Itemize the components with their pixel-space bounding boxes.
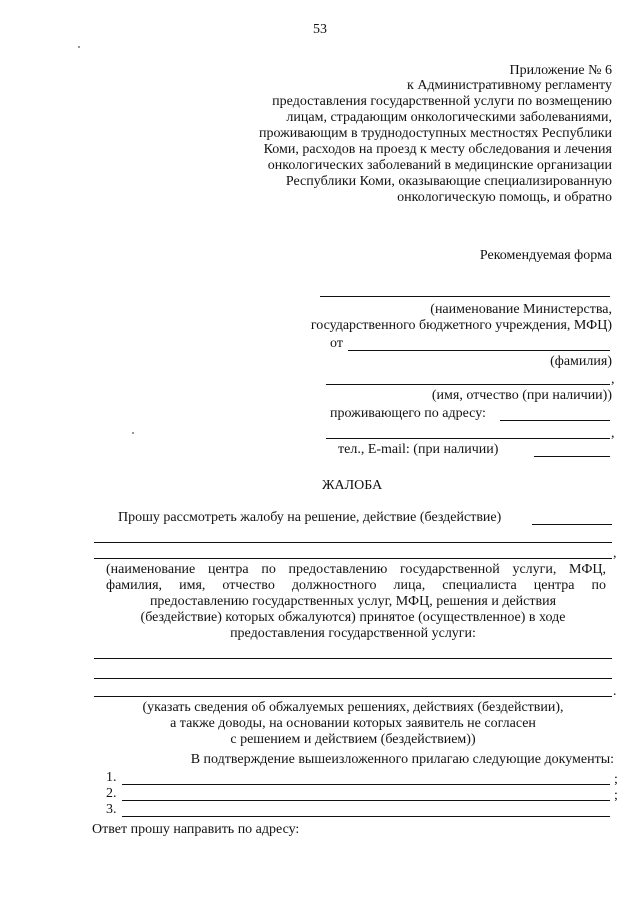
contacts-field-line — [534, 456, 610, 457]
appendix-title: Приложение № 6 — [509, 63, 612, 78]
attachments-intro: В подтверждение вышеизложенного прилагаю следующие документы: — [190, 752, 614, 767]
address-field-line — [326, 438, 610, 439]
period: . — [613, 684, 617, 699]
subject-caption: предоставления государственной услуги: — [230, 626, 476, 641]
appendix-line: предоставления государственной услуги по возмещению — [272, 94, 612, 109]
name-caption: (имя, отчество (при наличии)) — [431, 388, 612, 403]
grounds-field-line — [94, 658, 612, 659]
name-field-line — [326, 384, 610, 385]
appendix-line: лицам, страдающим онкологическими заболеваниями, — [286, 110, 612, 125]
address-field-line — [500, 420, 610, 421]
page-number: 53 — [313, 22, 327, 37]
attachment-number: 3. — [106, 802, 117, 817]
recipient-caption: (наименование Министерства, — [430, 302, 612, 317]
grounds-field-line — [94, 678, 612, 679]
appendix-line: онкологических заболеваний в медицинские организации — [267, 158, 612, 173]
surname-field-line — [348, 350, 610, 351]
recipient-field-line — [320, 296, 610, 297]
scan-speck — [78, 46, 80, 48]
subject-field-line — [532, 524, 612, 525]
recipient-caption: государственного бюджетного учреждения, МФЦ) — [310, 318, 612, 333]
grounds-caption: а также доводы, на основании которых заявитель не согласен — [170, 716, 536, 731]
attachment-field-line — [122, 800, 610, 801]
comma: , — [613, 546, 617, 561]
appendix-line: Коми, расходов на проезд к месту обследования и лечения — [263, 142, 612, 157]
attachment-field-line — [122, 816, 610, 817]
grounds-caption: с решением и действием (бездействием)) — [230, 732, 476, 747]
grounds-field-line — [94, 696, 612, 697]
appendix-line: к Административному регламенту — [407, 78, 612, 93]
attachment-number: 2. — [106, 786, 117, 801]
surname-caption: (фамилия) — [550, 354, 612, 369]
reply-address-label: Ответ прошу направить по адресу: — [92, 822, 300, 837]
comma: , — [611, 372, 615, 387]
grounds-caption: (указать сведения об обжалуемых решениях, действиях (бездействии), — [142, 700, 564, 715]
complaint-request: Прошу рассмотреть жалобу на решение, действие (бездействие) — [118, 510, 502, 525]
contacts-label: тел., E-mail: (при наличии) — [338, 442, 499, 457]
attachment-end: ; — [614, 788, 618, 803]
attachment-end: ; — [614, 772, 618, 787]
subject-caption: (наименование центра по предоставлению государственной услуги, МФЦ, — [106, 562, 606, 577]
subject-caption: фамилия, имя, отчество должностного лица, специалиста центра по — [106, 578, 606, 593]
attachment-field-line — [122, 784, 610, 785]
complaint-title: ЖАЛОБА — [322, 478, 383, 493]
subject-field-line — [94, 542, 612, 543]
scan-speck — [132, 432, 134, 434]
appendix-line: Республики Коми, оказывающие специализированную — [285, 174, 612, 189]
subject-field-line — [94, 558, 612, 559]
recommended-form-label: Рекомендуемая форма — [479, 248, 612, 263]
attachment-number: 1. — [106, 770, 117, 785]
from-label: от — [330, 336, 343, 351]
comma: , — [611, 426, 615, 441]
appendix-line: онкологическую помощь, и обратно — [397, 190, 612, 205]
address-label: проживающего по адресу: — [330, 406, 486, 421]
appendix-line: проживающим в труднодоступных местностях Республики — [258, 126, 612, 141]
subject-caption: предоставлению государственных услуг, МФЦ, решения и действия — [149, 594, 557, 609]
subject-caption: (бездействие) которых обжалуются) принятое (осуществленное) в ходе — [140, 610, 566, 625]
